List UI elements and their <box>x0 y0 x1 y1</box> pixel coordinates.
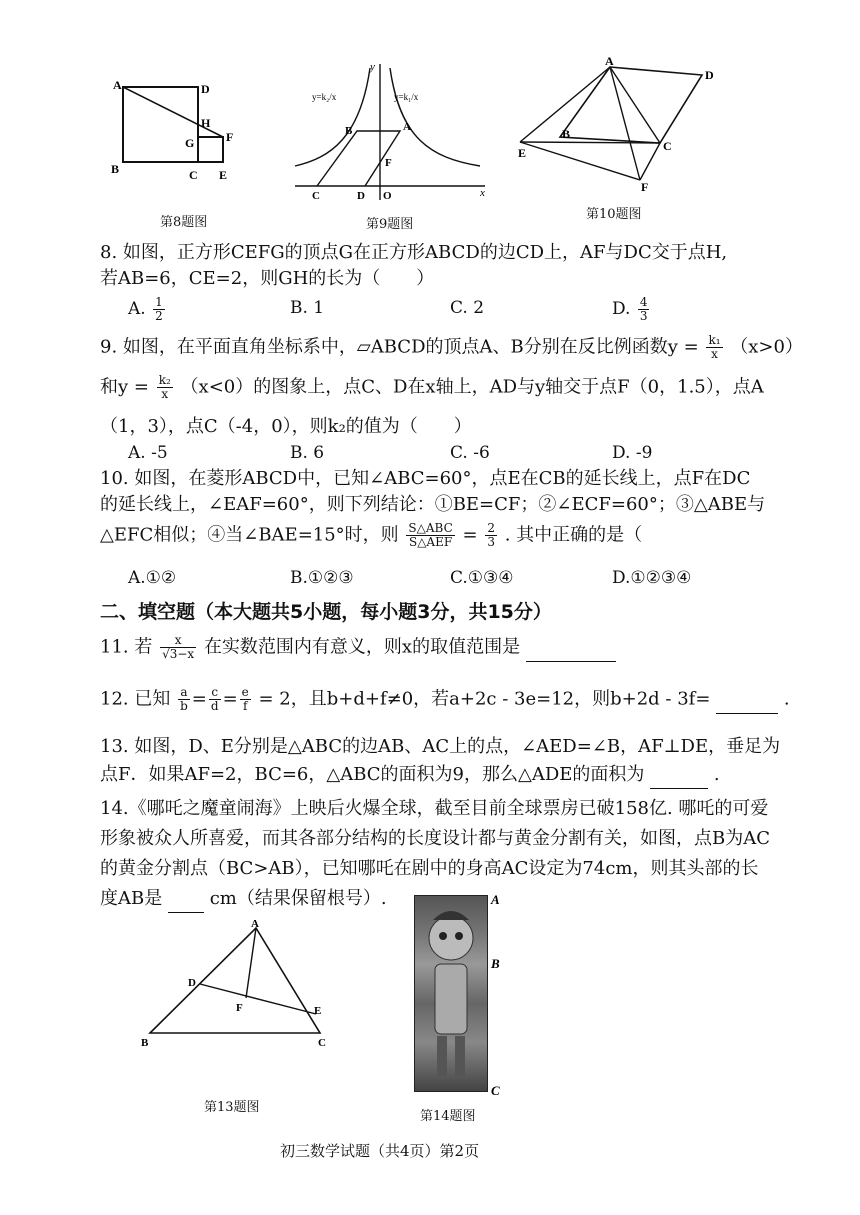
figure-8-caption: 第8题图 <box>160 215 208 230</box>
q14-line4: 度AB是 cm（结果保留根号）. <box>100 886 387 913</box>
q9-option-b: B. 6 <box>290 443 325 463</box>
svg-text:D: D <box>357 190 365 202</box>
svg-text:A: A <box>113 78 122 92</box>
svg-text:E: E <box>219 168 228 182</box>
q10-option-d: D.①②③④ <box>612 568 692 588</box>
q11: 11. 若 $\frac{x}{√3-x}$ 在实数范围内有意义，则x的取值范围是 <box>100 634 616 662</box>
q11-answer-blank[interactable] <box>526 635 616 662</box>
svg-text:F: F <box>641 180 649 194</box>
svg-text:B: B <box>562 127 571 141</box>
q14-line3: 的黄金分割点（BC>AB），已知哪吒在剧中的身高AC设定为74cm，则其头部的长 <box>100 858 759 879</box>
q8-line1: 8. 如图，正方形CEFG的顶点G在正方形ABCD的边CD上，AF与DC交于点H, <box>100 242 728 263</box>
svg-text:E: E <box>314 1005 322 1017</box>
svg-text:H: H <box>201 116 211 130</box>
q9-line1: 9. 如图，在平面直角坐标系中，▱ABCD的顶点A、B分别在反比例函数y = $\frac{\text{k₁}}{x}$ （x>0） <box>100 333 803 361</box>
svg-text:x: x <box>480 187 485 199</box>
nezha-figure-icon <box>415 896 487 1091</box>
q10-option-c: C.①③④ <box>450 568 514 588</box>
svg-text:D: D <box>201 82 210 96</box>
svg-text:E: E <box>518 146 527 160</box>
q12-answer-blank[interactable] <box>716 687 778 714</box>
figure-14-labels <box>488 890 508 1100</box>
q13-line1: 13. 如图，D、E分别是△ABC的边AB、AC上的点，∠AED=∠B，AF⊥DE，垂足为 <box>100 736 781 757</box>
q9-line3: （1，3），点C（-4，0），则k₂的值为（ ） <box>100 416 472 437</box>
q9-option-a: A. -5 <box>128 443 168 463</box>
q14-line2: 形象被众人所喜爱，而其各部分结构的长度设计都与黄金分割有关，如图，点B为AC <box>100 828 770 849</box>
figure-9-caption: 第9题图 <box>366 217 414 232</box>
svg-text:B: B <box>141 1037 149 1049</box>
figure-13 <box>138 918 338 1053</box>
q13-line2: 点F．如果AF=2，BC=6，△ABC的面积为9，那么△ADE的面积为 . <box>100 762 720 789</box>
svg-text:B: B <box>345 125 353 137</box>
q10-option-b: B.①②③ <box>290 568 354 588</box>
svg-text:C: C <box>312 190 320 202</box>
svg-text:C: C <box>318 1037 326 1049</box>
q9-line2: 和y = $\frac{\text{k₂}}{x}$ （x<0）的图象上，点C、D在x轴上，AD与y轴交于点F（0，1.5），点A <box>100 373 764 401</box>
figure-13-caption: 第13题图 <box>204 1100 260 1115</box>
q10-line1: 10. 如图，在菱形ABCD中，已知∠ABC=60°，点E在CB的延长线上，点F在DC <box>100 468 751 489</box>
figure-14-caption: 第14题图 <box>420 1109 476 1124</box>
q8-option-b: B. 1 <box>290 298 325 318</box>
svg-text:C: C <box>491 1083 500 1098</box>
figure-9 <box>290 58 490 203</box>
svg-text:D: D <box>705 68 714 82</box>
svg-text:A: A <box>251 918 259 930</box>
svg-text:D: D <box>188 977 196 989</box>
svg-text:A: A <box>403 121 411 133</box>
svg-text:y: y <box>370 61 375 73</box>
section-2-heading: 二、填空题（本大题共5小题，每小题3分，共15分） <box>100 601 552 623</box>
figure-10-caption: 第10题图 <box>586 207 642 222</box>
q8-option-d: D. $\frac{4}{3}$ <box>612 295 648 323</box>
svg-text:F: F <box>385 157 392 169</box>
svg-text:F: F <box>226 130 234 144</box>
page-footer: 初三数学试题（共4页）第2页 <box>280 1142 480 1160</box>
q10-line3: △EFC相似；④当∠BAE=15°时，则 $\frac{\text{S△ABC}}{\text{S△AEF}}$ = $\frac{2}{3}$ . 其中正确的是（ <box>100 521 643 549</box>
nezha-photo <box>414 895 488 1092</box>
figure-10 <box>515 55 725 195</box>
svg-text:y=k₂/x: y=k₂/x <box>312 92 337 102</box>
q14-answer-blank[interactable] <box>168 886 204 913</box>
q10-line2: 的延长线上，∠EAF=60°，则下列结论：①BE=CF；②∠ECF=60°；③△ABE与 <box>100 494 766 515</box>
q9-option-d: D. -9 <box>612 443 653 463</box>
svg-text:C: C <box>189 168 198 182</box>
q8-line2: 若AB=6，CE=2，则GH的长为（ ） <box>100 268 435 289</box>
q9-option-c: C. -6 <box>450 443 490 463</box>
svg-text:y=k₁/x: y=k₁/x <box>394 92 419 102</box>
q8-option-c: C. 2 <box>450 298 485 318</box>
svg-text:B: B <box>111 162 120 176</box>
svg-text:O: O <box>383 190 392 202</box>
svg-text:F: F <box>236 1002 243 1014</box>
svg-text:G: G <box>185 136 195 150</box>
svg-text:A: A <box>491 892 500 907</box>
svg-text:A: A <box>605 55 614 68</box>
svg-text:B: B <box>491 956 500 971</box>
q10-option-a: A.①② <box>128 568 177 588</box>
q13-answer-blank[interactable] <box>650 762 708 789</box>
svg-text:C: C <box>663 139 672 153</box>
q8-option-a: A. $\frac{1}{2}$ <box>128 295 163 323</box>
figure-8 <box>105 75 245 190</box>
q12: 12. 已知 $\frac{a}{b}$ = $\frac{c}{d}$ = $\frac{e}{f}$ = 2，且b+d+f≠0，若a+2c - 3e=12，则b+2d - 3f= . <box>100 685 790 713</box>
q14-line1: 14.《哪吒之魔童闹海》上映后火爆全球，截至目前全球票房已破158亿. 哪吒的可爱 <box>100 798 769 819</box>
